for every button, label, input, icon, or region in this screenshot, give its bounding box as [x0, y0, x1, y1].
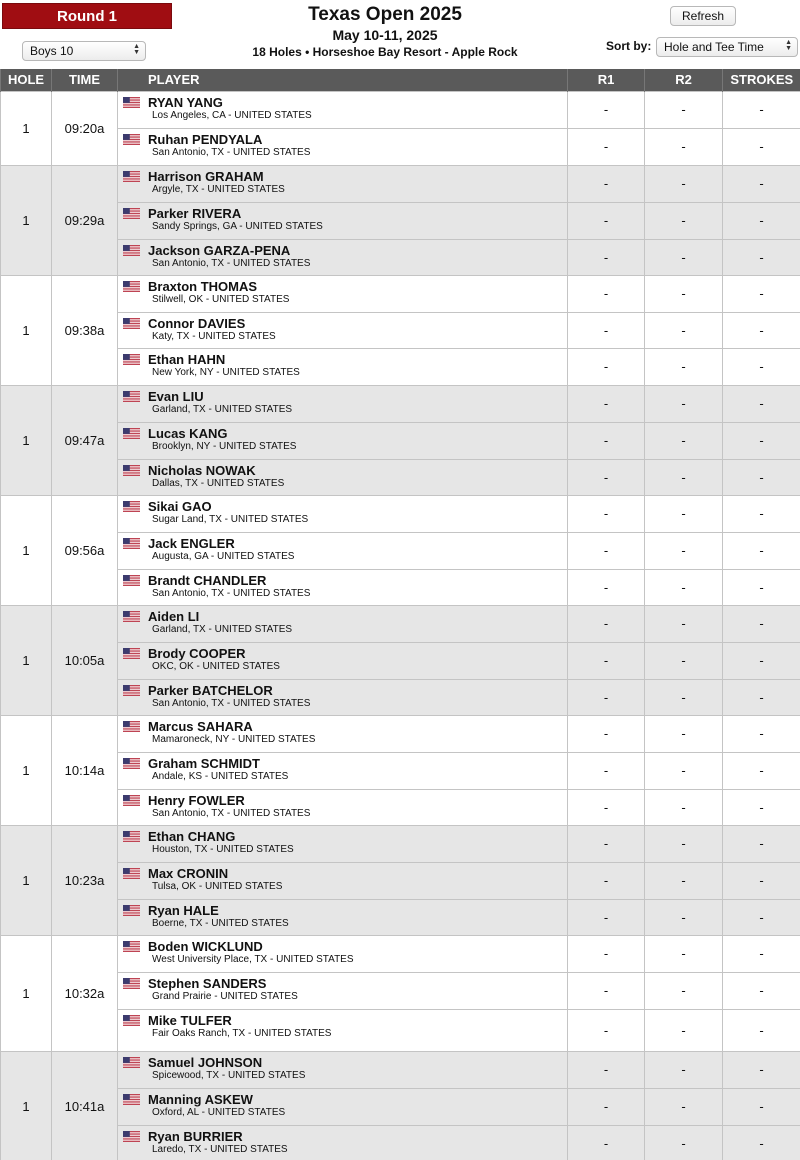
player-cell[interactable]	[118, 275, 568, 312]
player-cell[interactable]	[118, 605, 568, 642]
player-cell[interactable]	[118, 935, 568, 972]
r2-score: -	[645, 972, 723, 1009]
r2-score: -	[645, 715, 723, 752]
us-flag-icon	[123, 354, 140, 365]
r1-score: -	[568, 532, 645, 569]
player-name[interactable]: Ryan HALE	[148, 902, 219, 918]
table-row[interactable]	[1, 422, 800, 459]
round-tab[interactable]: Round 1	[2, 3, 172, 29]
r1-score: -	[568, 605, 645, 642]
player-name[interactable]: Max CRONIN	[148, 865, 229, 881]
tee-time-cell: 10:05a	[52, 605, 118, 715]
r2-score: -	[645, 642, 723, 679]
select-arrows-icon: ▲ ▼	[133, 43, 140, 56]
strokes-total: -	[723, 825, 800, 862]
table-row[interactable]	[1, 312, 800, 348]
strokes-total: -	[723, 1125, 800, 1160]
player-name[interactable]: Ryan BURRIER	[148, 1128, 243, 1144]
strokes-total: -	[723, 239, 800, 275]
table-row[interactable]	[1, 605, 800, 642]
tee-time-cell: 09:29a	[52, 165, 118, 275]
strokes-total: -	[723, 752, 800, 789]
player-location: Sandy Springs, GA - UNITED STATES	[152, 220, 323, 232]
table-row[interactable]	[1, 899, 800, 935]
table-row[interactable]	[1, 128, 800, 165]
us-flag-icon	[123, 1057, 140, 1068]
table-body	[1, 91, 800, 1160]
r1-score: -	[568, 789, 645, 825]
event-course: 18 Holes • Horseshoe Bay Resort - Apple Rock	[252, 45, 518, 59]
player-name[interactable]: Connor DAVIES	[148, 315, 246, 331]
strokes-total: -	[723, 275, 800, 312]
player-name[interactable]: Aiden LI	[148, 608, 200, 624]
r2-score: -	[645, 899, 723, 935]
player-name[interactable]: Jack ENGLER	[148, 535, 235, 551]
player-location: Andale, KS - UNITED STATES	[152, 770, 289, 782]
strokes-total: -	[723, 532, 800, 569]
sort-select-value: Hole and Tee Time	[664, 40, 764, 54]
hole-cell: 1	[1, 605, 52, 715]
r1-score: -	[568, 679, 645, 715]
table-row[interactable]	[1, 385, 800, 422]
r1-score: -	[568, 422, 645, 459]
hole-cell: 1	[1, 385, 52, 495]
player-name[interactable]: Parker BATCHELOR	[148, 682, 273, 698]
player-location: Spicewood, TX - UNITED STATES	[152, 1069, 306, 1081]
r2-score: -	[645, 605, 723, 642]
r1-score: -	[568, 1009, 645, 1051]
table-row[interactable]	[1, 569, 800, 605]
r1-score: -	[568, 642, 645, 679]
strokes-total: -	[723, 459, 800, 495]
strokes-total: -	[723, 715, 800, 752]
player-location: West University Place, TX - UNITED STATES	[152, 953, 354, 965]
player-location: Mamaroneck, NY - UNITED STATES	[152, 733, 316, 745]
player-location: San Antonio, TX - UNITED STATES	[152, 257, 311, 269]
us-flag-icon	[123, 795, 140, 806]
player-cell[interactable]	[118, 422, 568, 459]
player-location: Augusta, GA - UNITED STATES	[152, 550, 295, 562]
column-header-r2[interactable]: R2	[645, 69, 723, 91]
player-cell[interactable]	[118, 532, 568, 569]
table-row[interactable]	[1, 752, 800, 789]
sort-label: Sort by:	[606, 39, 652, 53]
player-name[interactable]: Ethan HAHN	[148, 351, 226, 367]
r2-score: -	[645, 459, 723, 495]
table-row[interactable]	[1, 91, 800, 128]
page-header	[0, 0, 800, 69]
player-cell[interactable]	[118, 862, 568, 899]
r1-score: -	[568, 165, 645, 202]
table-row[interactable]	[1, 348, 800, 385]
us-flag-icon	[123, 611, 140, 622]
player-name[interactable]: Jackson GARZA-PENA	[148, 242, 291, 258]
us-flag-icon	[123, 648, 140, 659]
r2-score: -	[645, 862, 723, 899]
player-cell[interactable]	[118, 569, 568, 605]
table-row[interactable]	[1, 1088, 800, 1125]
strokes-total: -	[723, 899, 800, 935]
player-cell[interactable]	[118, 312, 568, 348]
table-row[interactable]	[1, 972, 800, 1009]
r2-score: -	[645, 275, 723, 312]
strokes-total: -	[723, 972, 800, 1009]
player-location: Boerne, TX - UNITED STATES	[152, 917, 289, 929]
r1-score: -	[568, 825, 645, 862]
player-location: Grand Prairie - UNITED STATES	[152, 990, 298, 1002]
strokes-total: -	[723, 348, 800, 385]
player-location: Tulsa, OK - UNITED STATES	[152, 880, 283, 892]
player-location: Sugar Land, TX - UNITED STATES	[152, 513, 309, 525]
column-header-hole[interactable]: HOLE	[1, 69, 52, 91]
player-location: OKC, OK - UNITED STATES	[152, 660, 280, 672]
event-dates: May 10-11, 2025	[332, 27, 438, 43]
r1-score: -	[568, 459, 645, 495]
r1-score: -	[568, 385, 645, 422]
player-location: San Antonio, TX - UNITED STATES	[152, 146, 311, 158]
tee-time-cell: 09:47a	[52, 385, 118, 495]
column-header-strokes[interactable]: STROKES	[723, 69, 800, 91]
r2-score: -	[645, 202, 723, 239]
us-flag-icon	[123, 391, 140, 402]
player-location: Oxford, AL - UNITED STATES	[152, 1106, 286, 1118]
hole-cell: 1	[1, 825, 52, 935]
strokes-total: -	[723, 935, 800, 972]
strokes-total: -	[723, 495, 800, 532]
r1-score: -	[568, 348, 645, 385]
r1-score: -	[568, 202, 645, 239]
player-location: Katy, TX - UNITED STATES	[152, 330, 276, 342]
player-cell[interactable]	[118, 348, 568, 385]
player-name[interactable]: Nicholas NOWAK	[148, 462, 256, 478]
player-name[interactable]: Ruhan PENDYALA	[148, 131, 263, 147]
player-name[interactable]: Boden WICKLUND	[148, 938, 263, 954]
table-row[interactable]	[1, 715, 800, 752]
hole-cell: 1	[1, 275, 52, 385]
us-flag-icon	[123, 281, 140, 292]
us-flag-icon	[123, 134, 140, 145]
strokes-total: -	[723, 202, 800, 239]
player-name[interactable]: Lucas KANG	[148, 425, 228, 441]
player-name[interactable]: Samuel JOHNSON	[148, 1054, 263, 1070]
player-location: San Antonio, TX - UNITED STATES	[152, 807, 311, 819]
us-flag-icon	[123, 171, 140, 182]
us-flag-icon	[123, 1131, 140, 1142]
player-cell[interactable]	[118, 752, 568, 789]
r2-score: -	[645, 789, 723, 825]
tee-time-cell: 09:56a	[52, 495, 118, 605]
r1-score: -	[568, 1051, 645, 1088]
table-header-row	[1, 69, 800, 91]
us-flag-icon	[123, 538, 140, 549]
player-name[interactable]: Brandt CHANDLER	[148, 572, 267, 588]
us-flag-icon	[123, 721, 140, 732]
player-location: Laredo, TX - UNITED STATES	[152, 1143, 288, 1155]
table-row[interactable]	[1, 679, 800, 715]
tee-time-cell: 10:32a	[52, 935, 118, 1051]
us-flag-icon	[123, 208, 140, 219]
us-flag-icon	[123, 831, 140, 842]
player-name[interactable]: Harrison GRAHAM	[148, 168, 264, 184]
table-row[interactable]	[1, 459, 800, 495]
hole-cell: 1	[1, 165, 52, 275]
player-name[interactable]: Parker RIVERA	[148, 205, 242, 221]
player-location: New York, NY - UNITED STATES	[152, 366, 300, 378]
table-row[interactable]	[1, 1009, 800, 1051]
r2-score: -	[645, 752, 723, 789]
event-title: Texas Open 2025	[308, 4, 462, 25]
strokes-total: -	[723, 165, 800, 202]
player-name[interactable]: Sikai GAO	[148, 498, 212, 514]
hole-cell: 1	[1, 91, 52, 165]
strokes-total: -	[723, 385, 800, 422]
r2-score: -	[645, 239, 723, 275]
r1-score: -	[568, 1088, 645, 1125]
r2-score: -	[645, 165, 723, 202]
event-title-block	[180, 4, 590, 60]
tee-time-cell: 09:38a	[52, 275, 118, 385]
hole-cell: 1	[1, 495, 52, 605]
player-location: Dallas, TX - UNITED STATES	[152, 477, 285, 489]
table-row[interactable]	[1, 1125, 800, 1160]
r2-score: -	[645, 1088, 723, 1125]
us-flag-icon	[123, 1015, 140, 1026]
player-cell[interactable]	[118, 239, 568, 275]
player-cell[interactable]	[118, 715, 568, 752]
select-arrows-icon: ▲ ▼	[785, 39, 792, 52]
player-cell[interactable]	[118, 1088, 568, 1125]
table-row[interactable]	[1, 165, 800, 202]
strokes-total: -	[723, 1051, 800, 1088]
player-cell[interactable]	[118, 789, 568, 825]
r2-score: -	[645, 385, 723, 422]
hole-cell: 1	[1, 1051, 52, 1160]
player-cell[interactable]	[118, 972, 568, 1009]
tee-time-cell: 10:23a	[52, 825, 118, 935]
us-flag-icon	[123, 905, 140, 916]
strokes-total: -	[723, 1088, 800, 1125]
table-row[interactable]	[1, 275, 800, 312]
refresh-button[interactable]: Refresh	[670, 6, 736, 26]
us-flag-icon	[123, 465, 140, 476]
division-select[interactable]	[22, 41, 146, 61]
player-name[interactable]: Evan LIU	[148, 388, 204, 404]
player-name[interactable]: Henry FOWLER	[148, 792, 245, 808]
strokes-total: -	[723, 91, 800, 128]
r2-score: -	[645, 348, 723, 385]
us-flag-icon	[123, 428, 140, 439]
r2-score: -	[645, 1009, 723, 1051]
column-header-player[interactable]: PLAYER	[118, 69, 568, 91]
strokes-total: -	[723, 605, 800, 642]
strokes-total: -	[723, 1009, 800, 1051]
player-name[interactable]: Manning ASKEW	[148, 1091, 253, 1107]
player-location: Argyle, TX - UNITED STATES	[152, 183, 285, 195]
table-row[interactable]	[1, 935, 800, 972]
us-flag-icon	[123, 245, 140, 256]
player-location: Fair Oaks Ranch, TX - UNITED STATES	[152, 1027, 332, 1039]
tee-time-cell: 09:20a	[52, 91, 118, 165]
player-cell[interactable]	[118, 1051, 568, 1088]
table-row[interactable]	[1, 642, 800, 679]
table-row[interactable]	[1, 239, 800, 275]
player-location: Garland, TX - UNITED STATES	[152, 403, 293, 415]
division-select-value: Boys 10	[30, 44, 74, 58]
r1-score: -	[568, 899, 645, 935]
r2-score: -	[645, 825, 723, 862]
strokes-total: -	[723, 312, 800, 348]
strokes-total: -	[723, 862, 800, 899]
player-cell[interactable]	[118, 459, 568, 495]
player-name[interactable]: Marcus SAHARA	[148, 718, 253, 734]
player-cell[interactable]	[118, 91, 568, 128]
us-flag-icon	[123, 978, 140, 989]
player-cell[interactable]	[118, 642, 568, 679]
player-cell[interactable]	[118, 128, 568, 165]
column-header-time[interactable]: TIME	[52, 69, 118, 91]
r1-score: -	[568, 862, 645, 899]
us-flag-icon	[123, 501, 140, 512]
r2-score: -	[645, 312, 723, 348]
player-location: Stilwell, OK - UNITED STATES	[152, 293, 290, 305]
us-flag-icon	[123, 941, 140, 952]
tee-time-cell: 10:41a	[52, 1051, 118, 1160]
strokes-total: -	[723, 789, 800, 825]
r1-score: -	[568, 91, 645, 128]
column-header-r1[interactable]: R1	[568, 69, 645, 91]
r2-score: -	[645, 1125, 723, 1160]
player-location: Brooklyn, NY - UNITED STATES	[152, 440, 297, 452]
player-cell[interactable]	[118, 495, 568, 532]
player-name[interactable]: RYAN YANG	[148, 94, 223, 110]
r1-score: -	[568, 495, 645, 532]
player-name[interactable]: Braxton THOMAS	[148, 278, 258, 294]
table-row[interactable]	[1, 532, 800, 569]
table-row[interactable]	[1, 1051, 800, 1088]
player-name[interactable]: Mike TULFER	[148, 1012, 232, 1028]
strokes-total: -	[723, 569, 800, 605]
r1-score: -	[568, 715, 645, 752]
us-flag-icon	[123, 318, 140, 329]
table-row[interactable]	[1, 789, 800, 825]
strokes-total: -	[723, 679, 800, 715]
r2-score: -	[645, 679, 723, 715]
player-cell[interactable]	[118, 899, 568, 935]
table-row[interactable]	[1, 862, 800, 899]
r1-score: -	[568, 312, 645, 348]
strokes-total: -	[723, 128, 800, 165]
player-cell[interactable]	[118, 1009, 568, 1051]
tee-time-cell: 10:14a	[52, 715, 118, 825]
us-flag-icon	[123, 758, 140, 769]
us-flag-icon	[123, 868, 140, 879]
r2-score: -	[645, 91, 723, 128]
player-cell[interactable]	[118, 385, 568, 422]
r1-score: -	[568, 1125, 645, 1160]
player-cell[interactable]	[118, 202, 568, 239]
player-location: Los Angeles, CA - UNITED STATES	[152, 109, 312, 121]
hole-cell: 1	[1, 935, 52, 1051]
r1-score: -	[568, 752, 645, 789]
r1-score: -	[568, 128, 645, 165]
r2-score: -	[645, 1051, 723, 1088]
us-flag-icon	[123, 685, 140, 696]
r1-score: -	[568, 935, 645, 972]
r2-score: -	[645, 935, 723, 972]
player-name[interactable]: Stephen SANDERS	[148, 975, 267, 991]
r2-score: -	[645, 422, 723, 459]
r1-score: -	[568, 569, 645, 605]
hole-cell: 1	[1, 715, 52, 825]
strokes-total: -	[723, 642, 800, 679]
table-row[interactable]	[1, 202, 800, 239]
table-row[interactable]	[1, 825, 800, 862]
player-cell[interactable]	[118, 165, 568, 202]
strokes-total: -	[723, 422, 800, 459]
sort-select[interactable]	[656, 37, 798, 57]
player-location: Houston, TX - UNITED STATES	[152, 843, 294, 855]
player-name[interactable]: Graham SCHMIDT	[148, 755, 260, 771]
player-location: San Antonio, TX - UNITED STATES	[152, 587, 311, 599]
r2-score: -	[645, 128, 723, 165]
r2-score: -	[645, 495, 723, 532]
r2-score: -	[645, 569, 723, 605]
r1-score: -	[568, 972, 645, 1009]
player-cell[interactable]	[118, 679, 568, 715]
player-cell[interactable]	[118, 825, 568, 862]
player-name[interactable]: Ethan CHANG	[148, 828, 236, 844]
us-flag-icon	[123, 1094, 140, 1105]
tee-times-table	[0, 69, 800, 1160]
table-row[interactable]	[1, 495, 800, 532]
r1-score: -	[568, 239, 645, 275]
player-location: San Antonio, TX - UNITED STATES	[152, 697, 311, 709]
us-flag-icon	[123, 97, 140, 108]
player-name[interactable]: Brody COOPER	[148, 645, 246, 661]
r1-score: -	[568, 275, 645, 312]
player-cell[interactable]	[118, 1125, 568, 1160]
us-flag-icon	[123, 575, 140, 586]
r2-score: -	[645, 532, 723, 569]
player-location: Garland, TX - UNITED STATES	[152, 623, 293, 635]
